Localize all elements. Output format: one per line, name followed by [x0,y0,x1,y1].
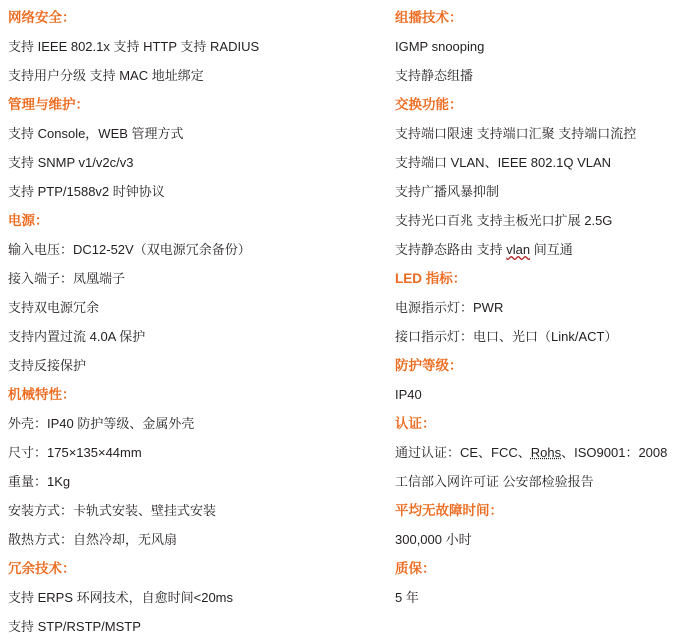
section-line: 外壳：IP40 防护等级、金属外壳 [8,416,195,431]
section-line: 支持 PTP/1588v2 时钟协议 [8,184,165,199]
section-line: 电源指示灯：PWR [395,300,504,315]
section-line: 支持端口 VLAN、IEEE 802.1Q VLAN [395,155,612,170]
section-title: 冗余技术： [8,561,76,576]
section-line: 支持反接保护 [8,358,87,373]
section-title: 认证： [395,416,436,431]
section-line: 支持 STP/RSTP/MSTP [8,619,141,634]
section-title: 防护等级： [395,358,463,373]
section-line: 支持内置过流 4.0A 保护 [8,329,146,344]
section-line: 支持双电源冗余 [8,300,100,315]
section-led [395,264,690,351]
section-line: 支持 IEEE 802.1x 支持 HTTP 支持 RADIUS [8,39,260,54]
section-mtbf [395,496,690,554]
section-line: IGMP snooping [395,39,485,54]
spellcheck-underline: vlan [506,242,531,257]
section-multicast [395,3,690,90]
section-line: 支持 Console，WEB 管理方式 [8,126,184,141]
section-certification [395,409,690,496]
section-title: 质保： [395,561,436,576]
section-line: 安装方式：卡轨式安装、壁挂式安装 [8,503,217,518]
section-title: 网络安全： [8,10,76,25]
spellcheck-underline: Rohs [530,445,562,460]
section-management-maintenance [8,90,395,206]
section-switching [395,90,690,264]
section-title: 平均无故障时间： [395,503,503,518]
section-line: 支持用户分级 支持 MAC 地址绑定 [8,68,204,83]
section-line: 支持端口限速 支持端口汇聚 支持端口流控 [395,126,637,141]
section-power [8,206,395,380]
section-line: 支持广播风暴抑制 [395,184,500,199]
right-column [395,0,690,641]
section-network-security [8,3,395,90]
section-line: 支持 SNMP v1/v2c/v3 [8,155,134,170]
section-line: 支持 ERPS 环网技术，自愈时间<20ms [8,590,234,605]
section-title: LED 指标： [395,271,467,286]
section-line: 尺寸：175×135×44mm [8,445,142,460]
section-line: 5 年 [395,590,419,605]
section-line: 接入端子：凤凰端子 [8,271,126,286]
section-title: 交换功能： [395,97,463,112]
section-mechanical [8,380,395,554]
section-title: 管理与维护： [8,97,89,112]
section-title: 机械特性： [8,387,76,402]
section-line: 支持光口百兆 支持主板光口扩展 2.5G [395,213,613,228]
section-line: 输入电压：DC12-52V（双电源冗余备份） [8,242,251,257]
section-line: 支持静态组播 [395,68,474,83]
section-title: 组播技术： [395,10,463,25]
section-line: 重量：1Kg [8,474,71,489]
section-line-certs: 通过认证：CE、FCC、Rohs、ISO9001：2008 [395,445,668,460]
section-line-vlan-routing: 支持静态路由 支持 vlan 间互通 [395,242,573,257]
section-line: 接口指示灯：电口、光口（Link/ACT） [395,329,618,344]
section-line: IP40 [395,387,422,402]
section-line: 工信部入网许可证 公安部检验报告 [395,474,594,489]
section-line: 散热方式：自然冷却，无风扇 [8,532,178,547]
section-protection-level [395,351,690,409]
section-title: 电源： [8,213,49,228]
section-redundancy [8,554,395,641]
section-warranty [395,554,690,612]
section-line: 300,000 小时 [395,532,472,547]
